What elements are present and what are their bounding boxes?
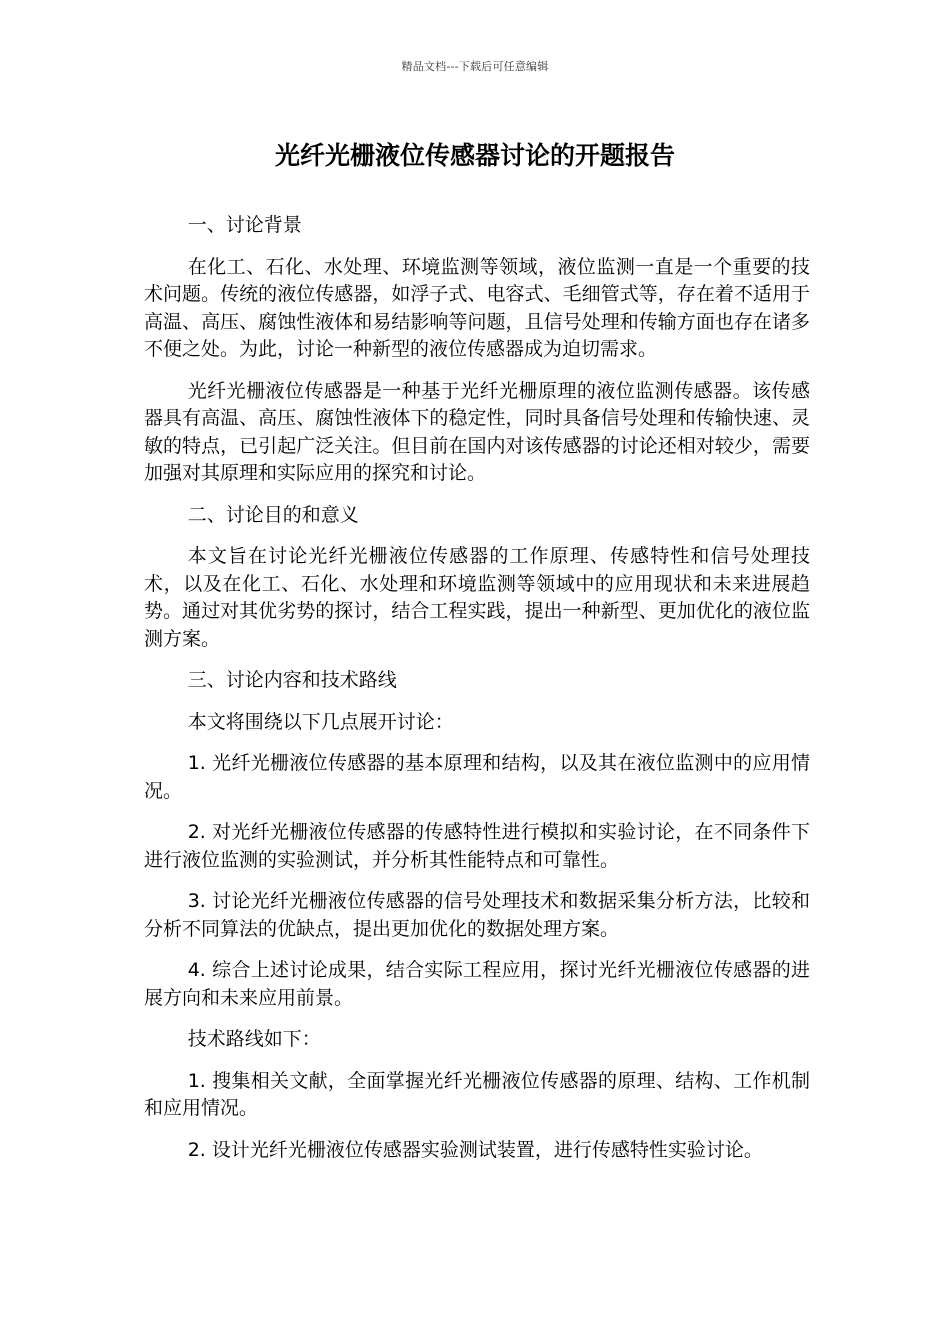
- list-item-content-2: 2. 对光纤光栅液位传感器的传感特性进行模拟和实验讨论，在不同条件下进行液位监测的实验测试，并分析其性能特点和可靠性。: [144, 821, 810, 871]
- document-body: [144, 212, 810, 1178]
- list-item-route-1: 1. 搜集相关文献，全面掌握光纤光栅液位传感器的原理、结构、工作机制和应用情况。: [144, 1069, 810, 1119]
- paragraph-background-1: 在化工、石化、水处理、环境监测等领域，液位监测一直是一个重要的技术问题。传统的液位传感器，如浮子式、电容式、毛细管式等，存在着不适用于高温、高压、腐蚀性液体和易结影响等问题，且信号处理和传输方面也存在诸多不便之处。为此，讨论一种新型的液位传感器成为迫切需求。: [144, 255, 810, 360]
- list-item-content-4: 4. 综合上述讨论成果，结合实际工程应用，探讨光纤光栅液位传感器的进展方向和未来应用前景。: [144, 959, 810, 1009]
- list-item-content-3: 3. 讨论光纤光栅液位传感器的信号处理技术和数据采集分析方法，比较和分析不同算法的优缺点，提出更加优化的数据处理方案。: [144, 890, 810, 940]
- list-item-content-1: 1. 光纤光栅液位传感器的基本原理和结构，以及其在液位监测中的应用情况。: [144, 752, 810, 802]
- paragraph-purpose: 本文旨在讨论光纤光栅液位传感器的工作原理、传感特性和信号处理技术，以及在化工、石化、水处理和环境监测等领域中的应用现状和未来进展趋势。通过对其优劣势的探讨，结合工程实践，提出一种新型、更加优化的液位监测方案。: [144, 545, 810, 650]
- paragraph-background-2: 光纤光栅液位传感器是一种基于光纤光栅原理的液位监测传感器。该传感器具有高温、高压、腐蚀性液体下的稳定性，同时具备信号处理和传输快速、灵敏的特点，已引起广泛关注。但目前在国内对该传感器的讨论还相对较少，需要加强对其原理和实际应用的探究和讨论。: [144, 379, 810, 484]
- list-item-route-2: 2. 设计光纤光栅液位传感器实验测试装置，进行传感特性实验讨论。: [187, 1138, 763, 1161]
- paragraph-content-intro: 本文将围绕以下几点展开讨论：: [187, 710, 454, 733]
- document-title: 光纤光栅液位传感器讨论的开题报告: [274, 141, 675, 170]
- section-heading-background: 一、讨论背景: [187, 214, 302, 236]
- page-header-note: 精品文档---下载后可任意编辑: [401, 60, 549, 73]
- section-heading-content: 三、讨论内容和技术路线: [187, 669, 397, 691]
- paragraph-route-intro: 技术路线如下：: [187, 1028, 321, 1050]
- section-heading-purpose: 二、讨论目的和意义: [187, 503, 359, 526]
